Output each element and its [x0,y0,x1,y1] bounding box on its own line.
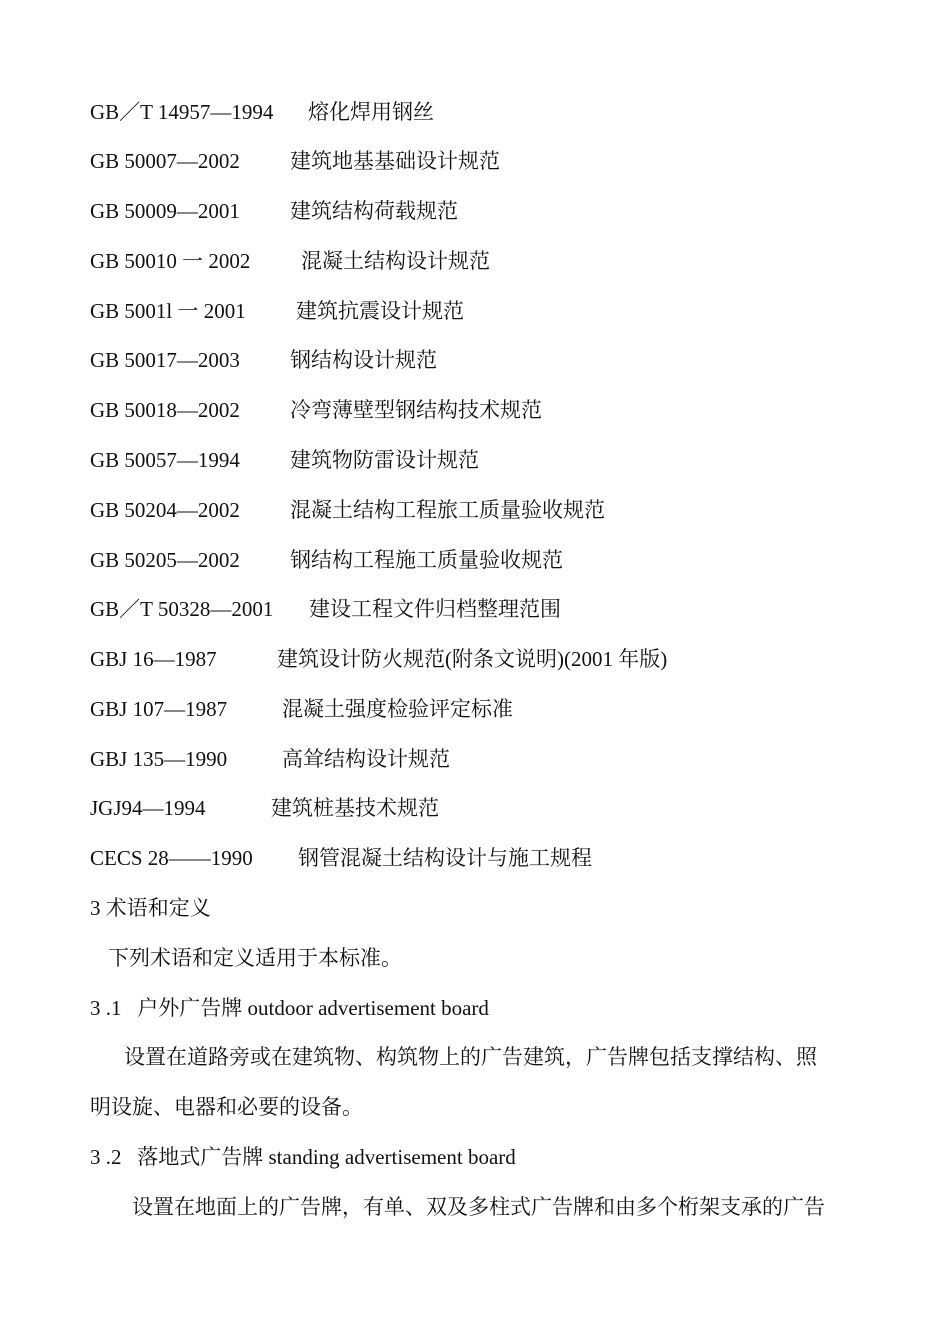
standard-code: GB 50057—1994 [90,448,240,472]
standard-title: 钢结构工程施工质量验收规范 [290,548,563,572]
term-definition-line: 明设旋、电器和必要的设备。 [90,1095,363,1119]
standard-code: GB 50018—2002 [90,398,240,422]
standard-title: 高耸结构设计规范 [282,747,450,771]
standard-title: 建筑抗震设计规范 [296,299,464,323]
standard-code: GB 50204—2002 [90,498,240,522]
standard-code: JGJ94—1994 [90,796,206,820]
standard-code: CECS 28——1990 [90,846,253,870]
standard-title: 建筑结构荷载规范 [290,199,458,223]
standard-code: GB 50009—2001 [90,199,240,223]
standard-code: GB／T 14957—1994 [90,100,274,124]
section-intro: 下列术语和定义适用于本标准。 [108,946,402,970]
standard-title: 建筑设计防火规范(附条文说明)(2001 年版) [277,647,668,671]
standard-title: 冷弯薄壁型钢结构技术规范 [290,398,542,422]
standard-code: GB 50010 一 2002 [90,249,251,273]
standard-title: 钢结构设计规范 [290,348,437,372]
standard-code: GB 50205—2002 [90,548,240,572]
standard-code: GB 5001l 一 2001 [90,299,246,323]
standard-code: GBJ 135—1990 [90,747,228,771]
term-heading-3-2: 3 .2 落地式广告牌 standing advertisement board [90,1145,516,1169]
standard-code: GB 50007—2002 [90,149,240,173]
standard-title: 钢管混凝土结构设计与施工规程 [298,846,592,870]
standard-title: 建设工程文件归档整理范围 [309,597,561,621]
term-definition-line: 设置在道路旁或在建筑物、构筑物上的广告建筑，广告牌包括支撑结构、照 [124,1045,817,1069]
standard-code: GB 50017—2003 [90,348,240,372]
standard-code: GBJ 16—1987 [90,647,217,671]
standard-title: 混凝土强度检验评定标准 [282,697,513,721]
term-heading-3-1: 3 .1 户外广告牌 outdoor advertisement board [90,996,489,1020]
standard-code: GB／T 50328—2001 [90,597,274,621]
standard-title: 建筑桩基技术规范 [271,796,439,820]
section-heading: 3 术语和定义 [90,896,211,920]
standard-title: 熔化焊用钢丝 [308,100,434,124]
term-definition-line: 设置在地面上的广告牌，有单、双及多柱式广告牌和由多个桁架支承的广告 [132,1195,825,1219]
standard-title: 建筑物防雷设计规范 [290,448,479,472]
standard-title: 混凝土结构设计规范 [301,249,490,273]
standard-title: 混凝土结构工程旅工质量验收规范 [290,498,605,522]
standard-title: 建筑地基基础设计规范 [290,149,500,173]
standard-code: GBJ 107—1987 [90,697,228,721]
